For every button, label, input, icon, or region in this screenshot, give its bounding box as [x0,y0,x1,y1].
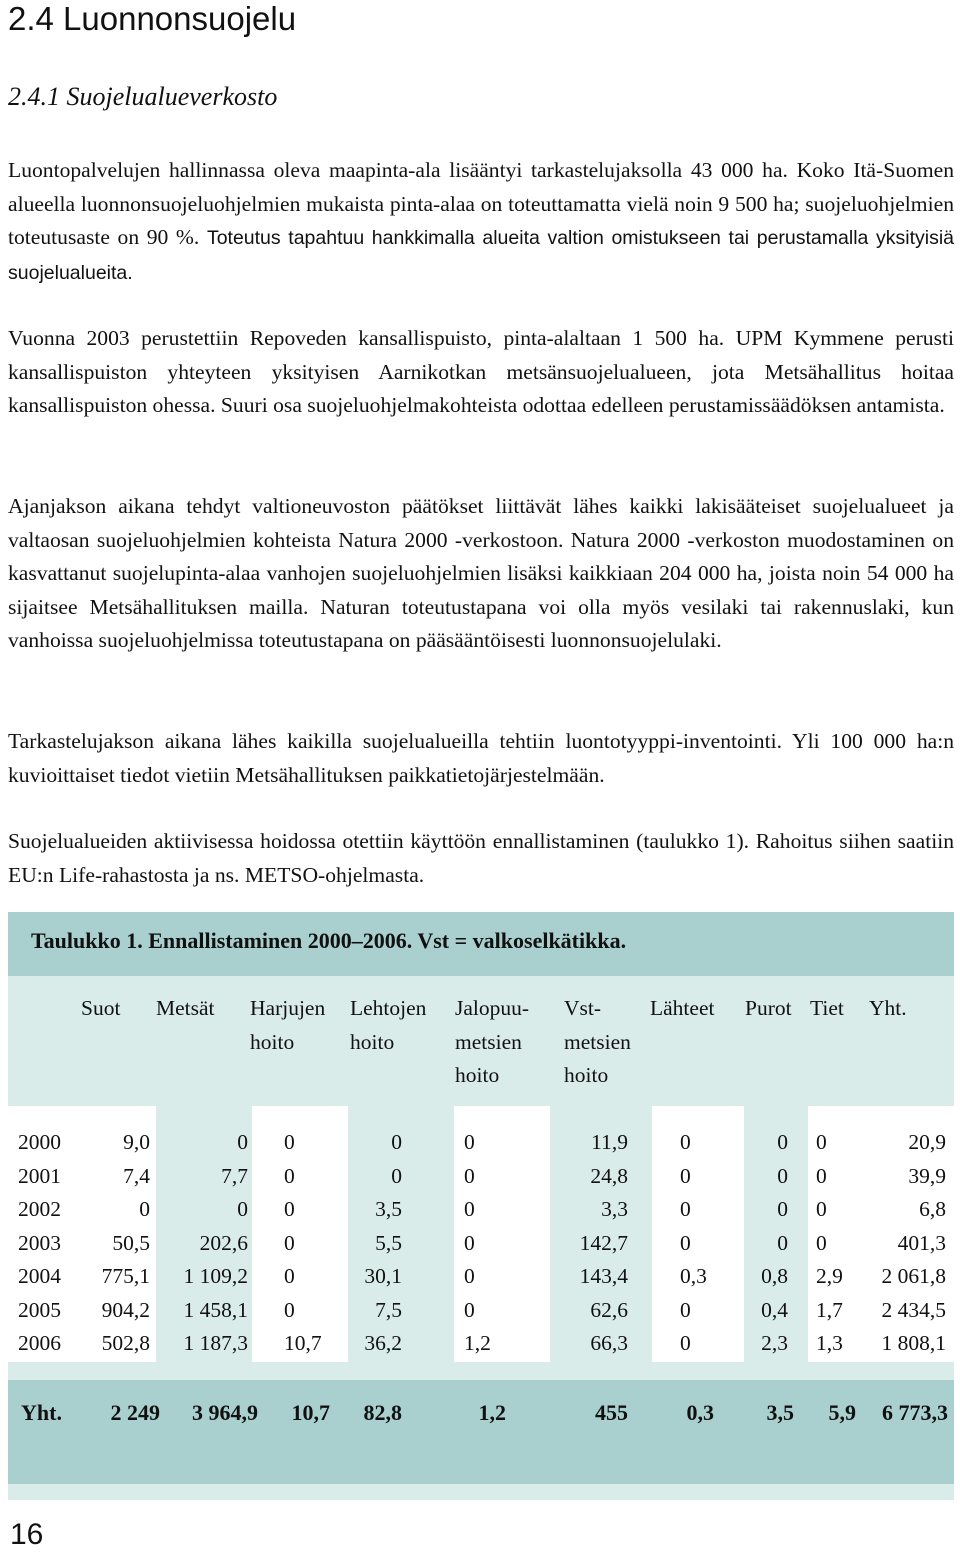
table-cell: 1,7 [816,1297,843,1322]
row-year: 2006 [18,1331,61,1355]
header-suot [81,992,120,1026]
table-cell: 1,2 [464,1331,491,1355]
table-cell: 0 [139,1197,150,1221]
table-cell: 0 [680,1197,691,1221]
table-cell: 20,9 [908,1130,946,1154]
table-cell: 0,8 [761,1264,788,1288]
table-1 [8,912,954,1484]
header-line: Lähteet [650,996,715,1020]
table-cell: 0 [284,1297,295,1322]
table-cell: 0 [680,1297,691,1322]
table-cell: 1 458,1 [183,1297,248,1322]
table-cell: 39,9 [908,1163,946,1188]
table-cell: 66,3 [590,1331,628,1355]
table-cell: 9,0 [123,1130,150,1154]
paragraph-2: Vuonna 2003 perustettiin Repoveden kansallispuisto, pinta-alaltaan 1 500 ha. UPM Kymmene perusti kansallispuiston yhteyteen yksityisen Aarnikotkan metsänsuojelualueen, jota Metsähallitus hoitaa kansallispuiston ohessa. Suuri osa suojeluohjelmakohteista odottaa edelleen perustamissäädöksen antamista. [8,326,954,417]
header-line: hoito [350,1029,395,1054]
paragraph-4: Tarkastelujakson aikana lähes kaikilla suojelualueilla tehtiin luontotyyppi-inventointi. Yli 100 000 ha:n kuvioittaiset tiedot vietiin Metsähallituksen paikkatietojärjestelmään. [8,729,954,787]
table-cell: 0 [391,1130,402,1154]
table-cell: 0 [284,1197,295,1221]
table-cell: 1 109,2 [183,1264,248,1288]
table-cell: 904,2 [101,1297,150,1322]
header-line: hoito [564,1063,609,1087]
table-cell: 7,7 [221,1163,248,1188]
table-cell: 30,1 [364,1264,402,1288]
totals-cell: 3,5 [766,1400,794,1425]
table-cell: 0 [237,1130,248,1154]
header-line: Jalopuu- [455,996,530,1020]
table-cell: 401,3 [897,1230,946,1255]
table-cell: 0 [816,1197,827,1221]
header-harjujen-hoito [250,992,325,1059]
totals-cell: 10,7 [291,1400,330,1425]
header-line: hoito [250,1029,295,1054]
header-lahteet [650,992,714,1026]
table-cell: 3,3 [601,1197,628,1221]
header-metsat [156,992,215,1026]
totals-cell: 6 773,3 [882,1400,948,1425]
table-cell: 0 [680,1230,691,1255]
table-cell: 0 [816,1230,827,1255]
paragraph-5: Suojelualueiden aktiivisessa hoidossa otettiin käyttöön ennallistaminen (taulukko 1). Rahoitus siihen saatiin EU:n Life-rahastosta ja ns. METSO-ohjelmasta. [8,829,954,887]
header-jalopuumetsien-hoito [455,992,529,1093]
row-year: 2001 [18,1163,61,1188]
table-cell: 0 [777,1130,788,1154]
row-year: 2003 [18,1230,61,1255]
row-year: 2004 [18,1264,61,1288]
table-cell: 0 [284,1230,295,1255]
table-cell: 2 061,8 [881,1264,946,1288]
table-cell: 3,5 [375,1197,402,1221]
table-cell: 0 [777,1197,788,1221]
table-cell: 1,3 [816,1331,843,1355]
table-cell: 0 [284,1264,295,1288]
header-purot [745,992,792,1026]
table-cell: 0 [777,1163,788,1188]
header-tiet [810,992,844,1026]
totals-cell: 0,3 [686,1400,714,1425]
table-cell: 1 187,3 [183,1331,248,1355]
table-cell: 11,9 [591,1130,628,1154]
table-cell: 775,1 [101,1264,150,1288]
header-lehtojen-hoito [350,992,426,1059]
table-cell: 36,2 [364,1331,402,1355]
header-line: hoito [455,1063,500,1087]
row-year: 2005 [18,1297,61,1322]
totals-cell: 455 [595,1400,628,1425]
header-line: Vst- [564,996,602,1020]
header-line: Tiet [810,996,844,1020]
table-cell: 502,8 [101,1331,150,1355]
table-cell: 2,3 [761,1331,788,1355]
table-cell: 0,3 [680,1264,707,1288]
table-cell: 1 808,1 [881,1331,946,1355]
table-cell: 0 [237,1197,248,1221]
header-vst-metsien-hoito [564,992,631,1093]
section-heading: 2.4 Luonnonsuojelu [8,0,297,37]
table-cell: 0 [680,1331,691,1355]
totals-cell: 82,8 [363,1400,402,1425]
table-cell: 7,5 [375,1297,402,1322]
paragraph-1-part-b: Toteutus tapahtuu hankkimalla alueita valtion omistukseen tai perustamalla yksityisiä suojelualueita. [8,227,955,284]
table-cell: 0 [284,1130,295,1154]
subsection-heading: 2.4.1 Suojelualueverkosto [8,82,278,111]
table-cell: 0 [464,1163,475,1188]
table-cell: 24,8 [590,1163,628,1188]
table-cell: 62,6 [590,1297,628,1322]
table-caption: Taulukko 1. Ennallistaminen 2000–2006. Vst = valkoselkätikka. [31,928,627,953]
header-line: Harjujen [250,996,326,1020]
header-line: Suot [81,996,121,1020]
paragraph-1 [8,154,954,290]
table-cell: 2,9 [816,1264,843,1288]
totals-cell: 2 249 [110,1400,160,1425]
table-cell: 0 [816,1163,827,1188]
table-cell: 143,4 [579,1264,628,1288]
table-cell: 202,6 [199,1230,248,1255]
header-line: Metsät [156,996,215,1020]
table-cell: 0 [391,1163,402,1188]
table-cell: 5,5 [375,1230,402,1255]
table-cell: 6,8 [919,1197,946,1221]
table-cell: 0 [464,1130,475,1154]
paragraph-3: Ajanjakson aikana tehdyt valtioneuvoston päätökset liittävät lähes kaikki lakisääteiset suojelualueet ja valtaosan suojeluohjelmien kohteista Natura 2000 -verkostoon. Natura 2000 -verkoston muodostaminen on kasvattanut suojelupinta-alaa vanhojen suojeluohjelmien lisäksi kaikkiaan 204 000 ha, joista noin 54 000 ha sijaitsee Metsähallituksen mailla. Naturan toteutustapana voi olla myös vesilaki tai rakennuslaki, kun vanhoissa suojeluohjelmissa toteutustapana on pääsääntöisesti luonnonsuojelulaki. [8,494,954,652]
table-cell: 0,4 [761,1297,788,1322]
table-cell: 0 [464,1230,475,1255]
table-cell: 0 [284,1163,295,1188]
totals-label: Yht. [21,1400,62,1425]
table-cell: 0 [464,1197,475,1221]
row-year: 2000 [18,1130,61,1154]
table-cell: 0 [464,1297,475,1322]
table-cell: 50,5 [112,1230,150,1255]
row-year: 2002 [18,1197,61,1221]
table-cell: 2 434,5 [881,1297,946,1322]
table-cell: 10,7 [284,1331,322,1355]
table-cell: 0 [777,1230,788,1255]
header-yht [869,992,907,1026]
table-cell: 0 [680,1163,691,1188]
totals-cell: 5,9 [828,1400,856,1425]
header-line: Purot [745,996,792,1020]
table-cell: 142,7 [579,1230,628,1255]
page-number: 16 [10,1518,44,1551]
header-line: Yht. [869,996,907,1020]
paragraph-1-part-a: Luontopalvelujen hallinnassa oleva maapinta-ala lisääntyi tarkastelujaksolla 43 000 ha. Koko Itä-Suomen alueella luonnonsuojeluohjelmien mukaista pinta-alaa on toteuttamatta vielä noin 9 500 ha; suojeluohjelmien toteutusaste on 90 %. [8,158,954,249]
table-cell: 0 [464,1264,475,1288]
header-line: metsien [455,1029,522,1054]
header-line: metsien [564,1029,631,1054]
totals-cell: 1,2 [478,1400,506,1425]
header-line: Lehtojen [350,996,427,1020]
table-cell: 0 [816,1130,827,1154]
table-cell: 7,4 [123,1163,150,1188]
table-cell: 0 [680,1130,691,1154]
totals-cell: 3 964,9 [192,1400,258,1425]
